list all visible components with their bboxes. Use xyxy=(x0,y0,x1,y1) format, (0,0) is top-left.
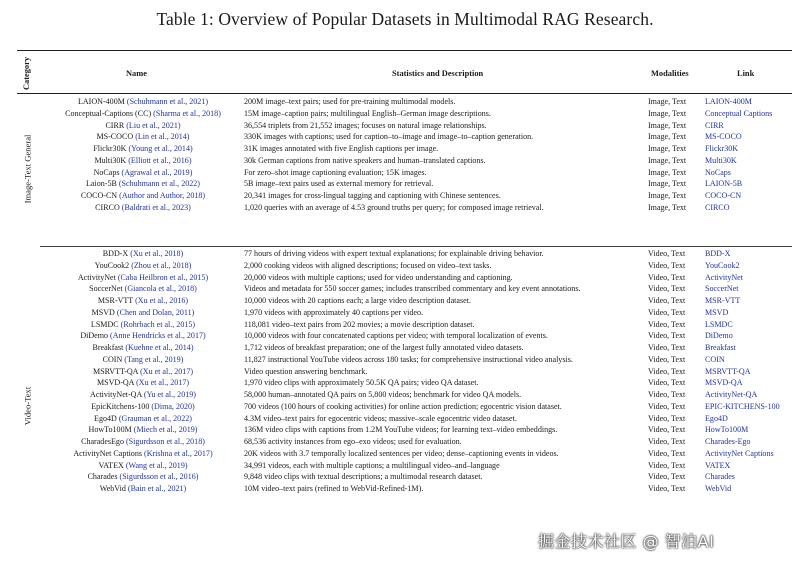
header-link: Link xyxy=(737,69,755,78)
citation-link[interactable]: (Schuhmann et al., 2022) xyxy=(118,179,200,189)
dataset-name-cell xyxy=(50,295,236,307)
table-row xyxy=(0,448,810,460)
citation-link[interactable]: (Xu et al., 2017) xyxy=(136,378,190,388)
citation-link[interactable]: (Xu et al., 2018) xyxy=(130,249,184,258)
citation-link[interactable]: (Kuehne et al., 2014) xyxy=(125,343,194,352)
dataset-name: Conceptual-Captions (CC) xyxy=(65,108,152,118)
citation-link[interactable]: (Giancola et al., 2018) xyxy=(124,284,197,294)
dataset-link[interactable]: Flickr30K xyxy=(705,144,739,153)
dataset-modalities: Image, Text xyxy=(648,179,687,189)
table-row xyxy=(0,424,810,436)
dataset-modalities: Image, Text xyxy=(648,202,687,212)
dataset-name-cell xyxy=(50,307,236,319)
dataset-description: Video question answering benchmark. xyxy=(244,366,368,376)
table-row xyxy=(0,330,810,342)
dataset-name: Multi30K xyxy=(94,155,127,165)
dataset-name: MSVD-QA xyxy=(96,378,135,388)
citation-link[interactable]: (Krishna et al., 2017) xyxy=(144,448,213,458)
table-row xyxy=(0,413,810,425)
table-row xyxy=(0,377,810,389)
citation-link[interactable]: (Sigurdsson et al., 2016) xyxy=(119,472,199,482)
dataset-link[interactable]: EPIC-KITCHENS-100 xyxy=(705,401,780,411)
dataset-description: 5B image–text pairs used as external memory for retrieval. xyxy=(244,179,434,189)
dataset-link[interactable]: LAION-5B xyxy=(705,179,743,189)
table-row xyxy=(0,389,810,401)
table-row xyxy=(0,190,810,202)
dataset-modalities: Video, Text xyxy=(648,343,686,352)
group-label-video-text: Video-Text xyxy=(22,386,32,426)
table-row xyxy=(0,295,810,307)
dataset-name-cell xyxy=(50,96,236,108)
dataset-name-cell xyxy=(50,342,236,354)
dataset-link[interactable]: LSMDC xyxy=(705,319,733,329)
dataset-name: CharadesEgo xyxy=(81,437,124,446)
dataset-description: 4.3M video–text pairs for egocentric videos; massive–scale egocentric video dataset. xyxy=(244,413,517,423)
dataset-description: 1,970 video clips with approximately 50.5K QA pairs; video QA dataset. xyxy=(244,378,479,388)
dataset-name-cell xyxy=(50,424,236,436)
citation-link[interactable]: (Anne Hendricks et al., 2017) xyxy=(110,331,206,341)
citation-link[interactable]: (Xu et al., 2017) xyxy=(140,366,194,376)
table-row xyxy=(0,178,810,190)
dataset-link[interactable]: Ego4D xyxy=(705,413,728,423)
dataset-description: 330K images with captions; used for caption–to–image and image–to–caption generation. xyxy=(244,132,534,142)
header-statistics: Statistics and Description xyxy=(392,69,484,78)
dataset-link[interactable]: SoccerNet xyxy=(705,284,739,294)
citation-link[interactable]: (Tang et al., 2019) xyxy=(124,354,184,364)
dataset-link[interactable]: HowTo100M xyxy=(705,425,749,435)
dataset-name: HowTo100M xyxy=(88,425,132,435)
dataset-description: 20,341 images for cross-lingual tagging and captioning with Chinese sentences. xyxy=(244,191,501,200)
dataset-name-cell xyxy=(50,155,236,167)
dataset-name: ActivityNet xyxy=(77,272,116,282)
header-name: Name xyxy=(126,69,147,78)
dataset-name: MSR-VTT xyxy=(97,296,134,305)
table-row xyxy=(0,143,810,155)
dataset-link[interactable]: BDD-X xyxy=(705,249,731,258)
dataset-modalities: Video, Text xyxy=(648,472,686,482)
dataset-link[interactable]: Breakfast xyxy=(705,343,736,352)
dataset-modalities: Video, Text xyxy=(648,390,686,399)
dataset-modalities: Image, Text xyxy=(648,155,687,165)
dataset-link[interactable]: Multi30K xyxy=(705,155,737,165)
dataset-description: 136M video clips with captions from 1.2M YouTube videos; for learning text–video embeddings. xyxy=(244,425,558,435)
dataset-name: COCO-CN xyxy=(80,191,118,200)
dataset-link[interactable]: CIRR xyxy=(705,120,724,130)
dataset-link[interactable]: VATEX xyxy=(705,460,731,470)
dataset-name-cell xyxy=(50,413,236,425)
dataset-modalities: Image, Text xyxy=(648,191,687,200)
dataset-name-cell xyxy=(50,330,236,342)
dataset-modalities: Image, Text xyxy=(648,97,687,106)
dataset-name: VATEX xyxy=(98,460,124,470)
table-caption: Table 1: Overview of Popular Datasets in Multimodal RAG Research. xyxy=(156,9,654,29)
dataset-description: 15M image–caption pairs; multilingual English–German image descriptions. xyxy=(244,108,491,118)
dataset-name: ActivityNet-QA xyxy=(90,390,142,399)
dataset-link[interactable]: ActivityNet-QA xyxy=(705,390,758,399)
dataset-link[interactable]: Charades xyxy=(705,472,735,482)
dataset-link[interactable]: MSVD-QA xyxy=(705,378,743,388)
dataset-name-cell xyxy=(50,377,236,389)
dataset-modalities: Video, Text xyxy=(648,378,686,388)
dataset-description: 31K images annotated with five English captions per image. xyxy=(244,144,439,153)
table-row xyxy=(0,272,810,284)
dataset-link[interactable]: MSVD xyxy=(705,307,729,317)
dataset-name-cell xyxy=(50,283,236,295)
dataset-modalities: Video, Text xyxy=(648,307,686,317)
dataset-description: 36,554 triplets from 21,552 images; focuses on natural image relationships. xyxy=(244,120,487,130)
citation-link[interactable]: (Bain et al., 2021) xyxy=(127,484,187,493)
dataset-modalities: Video, Text xyxy=(648,366,686,376)
dataset-name: Flickr30K xyxy=(93,144,127,153)
dataset-name: WebVid xyxy=(99,484,126,493)
dataset-name-cell xyxy=(50,131,236,143)
table-row xyxy=(0,155,810,167)
citation-link[interactable]: (Liu et al., 2021) xyxy=(126,120,181,130)
dataset-name: NoCaps xyxy=(93,167,120,177)
table-row xyxy=(0,436,810,448)
dataset-description: 10M video–text pairs (refined to WebVid-Refined-1M). xyxy=(244,484,424,493)
dataset-name: ActivityNet Captions xyxy=(73,448,142,458)
header-rule xyxy=(17,93,792,94)
dataset-link[interactable]: DiDemo xyxy=(705,331,733,341)
dataset-name-cell xyxy=(50,354,236,366)
citation-link[interactable]: (Rohrbach et al., 2015) xyxy=(120,319,196,329)
dataset-name-cell xyxy=(50,108,236,120)
dataset-description: 20K videos with 3.7 temporally localized sentences per video; dense–captioning events in videos. xyxy=(244,448,559,458)
table-row xyxy=(0,307,810,319)
citation-link[interactable]: (Schuhmann et al., 2021) xyxy=(126,97,209,106)
dataset-link[interactable]: ActivityNet Captions xyxy=(705,448,774,458)
dataset-modalities: Video, Text xyxy=(648,448,686,458)
dataset-modalities: Video, Text xyxy=(648,331,686,341)
dataset-modalities: Video, Text xyxy=(648,319,686,329)
dataset-modalities: Video, Text xyxy=(648,249,686,258)
dataset-name-cell xyxy=(50,260,236,272)
dataset-name: MSVD xyxy=(91,307,115,317)
dataset-name-cell xyxy=(50,272,236,284)
dataset-description: 1,970 videos with approximately 40 captions per video. xyxy=(244,307,424,317)
dataset-name: LAION-400M xyxy=(77,97,125,106)
dataset-name: YouCook2 xyxy=(94,260,130,270)
top-rule xyxy=(17,50,792,51)
table-row xyxy=(0,483,810,495)
citation-link[interactable]: (Sigurdsson et al., 2018) xyxy=(126,437,205,446)
dataset-name-cell xyxy=(50,319,236,331)
dataset-modalities: Video, Text xyxy=(648,484,686,493)
citation-link[interactable]: (Xu et al., 2016) xyxy=(135,296,189,305)
dataset-description: 68,536 activity instances from ego–exo videos; used for evaluation. xyxy=(244,437,462,446)
dataset-description: 34,991 videos, each with multiple captions; a multilingual video–and–language xyxy=(244,460,500,470)
citation-link[interactable]: (Author and Author, 2018) xyxy=(119,191,206,200)
dataset-link[interactable]: MSRVTT-QA xyxy=(705,366,751,376)
dataset-modalities: Image, Text xyxy=(648,144,687,153)
dataset-name: CIRCO xyxy=(95,202,120,212)
dataset-description: 200M image–text pairs; used for pre-training multimodal models. xyxy=(244,97,456,106)
table-row xyxy=(0,319,810,331)
dataset-name: MS-COCO xyxy=(96,132,134,142)
dataset-name: Ego4D xyxy=(94,413,117,423)
citation-link[interactable]: (Dima, 2020) xyxy=(151,401,195,411)
dataset-name-cell xyxy=(50,143,236,155)
dataset-link[interactable]: MSR-VTT xyxy=(705,296,741,305)
dataset-link[interactable]: ActivityNet xyxy=(705,272,743,282)
table-row xyxy=(0,108,810,120)
dataset-modalities: Image, Text xyxy=(648,120,687,130)
dataset-name-cell xyxy=(50,471,236,483)
citation-link[interactable]: (Wang et al., 2019) xyxy=(125,460,188,470)
dataset-description: 118,081 video–text pairs from 202 movies; a movie description dataset. xyxy=(244,319,475,329)
dataset-modalities: Video, Text xyxy=(648,354,686,364)
dataset-link[interactable]: YouCook2 xyxy=(705,260,740,270)
dataset-description: 11,827 instructional YouTube videos across 180 tasks; for comprehensive instructional video analysis. xyxy=(244,354,573,364)
citation-link[interactable]: (Agrawal et al., 2019) xyxy=(121,167,193,177)
dataset-modalities: Video, Text xyxy=(648,437,686,446)
dataset-description: For zero–shot image captioning evaluation; 15K images. xyxy=(244,167,427,177)
dataset-link[interactable]: WebVid xyxy=(705,484,732,493)
dataset-link[interactable]: LAION-400M xyxy=(705,97,752,106)
dataset-description: 1,712 videos of breakfast preparation; one of the largest fully annotated video datasets. xyxy=(244,343,524,352)
dataset-description: 2,000 cooking videos with aligned descriptions; focused on video–text tasks. xyxy=(244,260,492,270)
dataset-modalities: Video, Text xyxy=(648,425,686,435)
dataset-link[interactable]: COCO-CN xyxy=(705,191,742,200)
dataset-description: 30k German captions from native speakers and human–translated captions. xyxy=(244,155,486,165)
table-row xyxy=(0,167,810,179)
dataset-name: DiDemo xyxy=(80,331,109,341)
dataset-name: MSRVTT-QA xyxy=(92,366,139,376)
dataset-name: LSMDC xyxy=(90,319,119,329)
header-modalities: Modalities xyxy=(651,69,689,78)
dataset-name-cell xyxy=(50,448,236,460)
dataset-name: SoccerNet xyxy=(89,284,123,294)
watermark: 掘金技术社区 @ 智泊AI xyxy=(538,532,715,551)
dataset-link[interactable]: Charades-Ego xyxy=(705,437,751,446)
dataset-modalities: Image, Text xyxy=(648,132,687,142)
dataset-modalities: Video, Text xyxy=(648,284,686,294)
dataset-description: 700 videos (100 hours of cooking activities) for online action prediction; egocentric vision dataset. xyxy=(244,401,562,411)
dataset-link[interactable]: MS-COCO xyxy=(705,132,742,142)
table-row xyxy=(0,354,810,366)
table-row xyxy=(0,401,810,413)
citation-link[interactable]: (Lin et al., 2014) xyxy=(135,132,190,142)
table-row xyxy=(0,342,810,354)
table-row xyxy=(0,131,810,143)
dataset-modalities: Image, Text xyxy=(648,108,687,118)
dataset-modalities: Video, Text xyxy=(648,401,686,411)
dataset-description: 10,000 videos with four concatenated captions per video; with temporal localization of events. xyxy=(244,331,548,341)
dataset-name: CIRR xyxy=(105,120,125,130)
dataset-description: 1,020 queries with an average of 4.53 ground truths per query; for composed image retrieval. xyxy=(244,202,544,212)
citation-link[interactable]: (Chen and Dolan, 2011) xyxy=(116,307,195,317)
dataset-description: 10,000 videos with 20 captions each; a large video description dataset. xyxy=(244,296,471,305)
citation-link[interactable]: (Grauman et al., 2022) xyxy=(118,413,192,423)
citation-link[interactable]: (Baldrati et al., 2023) xyxy=(121,202,191,212)
dataset-modalities: Video, Text xyxy=(648,296,686,305)
citation-link[interactable]: (Elliott et al., 2016) xyxy=(128,155,192,165)
dataset-name-cell xyxy=(50,436,236,448)
dataset-modalities: Video, Text xyxy=(648,260,686,270)
dataset-link[interactable]: CIRCO xyxy=(705,202,730,212)
dataset-name: BDD-X xyxy=(102,249,129,258)
dataset-name-cell xyxy=(50,190,236,202)
dataset-name-cell xyxy=(50,178,236,190)
citation-link[interactable]: (Caba Heilbron et al., 2015) xyxy=(117,272,209,282)
dataset-name: COIN xyxy=(102,354,123,364)
group-rows-image-text xyxy=(0,96,810,214)
table-row xyxy=(0,471,810,483)
table-row xyxy=(0,202,810,214)
dataset-description: 9,848 video clips with textual descriptions; a multimodal research dataset. xyxy=(244,472,483,482)
header-category: Category xyxy=(22,56,32,90)
citation-link[interactable]: (Yu et al., 2019) xyxy=(143,390,196,399)
table-row xyxy=(0,120,810,132)
dataset-name-cell xyxy=(50,167,236,179)
dataset-name-cell xyxy=(50,248,236,260)
dataset-modalities: Video, Text xyxy=(648,272,686,282)
dataset-modalities: Video, Text xyxy=(648,460,686,470)
dataset-description: 58,000 human–annotated QA pairs on 5,800 videos; benchmark for video QA models. xyxy=(244,390,522,399)
table-row xyxy=(0,248,810,260)
table-row xyxy=(0,260,810,272)
dataset-name-cell xyxy=(50,401,236,413)
dataset-modalities: Video, Text xyxy=(648,413,686,423)
dataset-name-cell xyxy=(50,366,236,378)
dataset-name: Charades xyxy=(87,472,118,482)
dataset-name: EpicKitchens-100 xyxy=(91,401,150,411)
dataset-name: Laion-5B xyxy=(86,179,117,189)
dataset-link[interactable]: COIN xyxy=(705,354,725,364)
dataset-name-cell xyxy=(50,460,236,472)
citation-link[interactable]: (Miech et al., 2019) xyxy=(133,425,198,435)
group-label-image-text: Image-Text General xyxy=(22,134,33,204)
dataset-name-cell xyxy=(50,202,236,214)
table-row xyxy=(0,460,810,472)
citation-link[interactable]: (Young et al., 2014) xyxy=(128,144,193,153)
dataset-name: Breakfast xyxy=(92,343,124,352)
dataset-description: 77 hours of driving videos with expert textual explanations; for explainable driving behavior. xyxy=(244,249,544,258)
citation-link[interactable]: (Zhou et al., 2018) xyxy=(131,260,192,270)
group-rows-video-text xyxy=(0,248,810,495)
dataset-description: 20,000 videos with multiple captions; used for video understanding and captioning. xyxy=(244,272,513,282)
table-row xyxy=(0,366,810,378)
table-row xyxy=(0,283,810,295)
citation-link[interactable]: (Sharma et al., 2018) xyxy=(153,108,221,118)
dataset-description: Videos and metadata for 550 soccer games; includes transcribed commentary and key event annotations. xyxy=(244,284,581,294)
dataset-modalities: Image, Text xyxy=(648,167,687,177)
dataset-name-cell xyxy=(50,120,236,132)
group-separator xyxy=(40,246,792,247)
dataset-name-cell xyxy=(50,389,236,401)
dataset-name-cell xyxy=(50,483,236,495)
dataset-link[interactable]: Conceptual Captions xyxy=(705,108,773,118)
dataset-link[interactable]: NoCaps xyxy=(705,167,731,177)
table-row xyxy=(0,96,810,108)
